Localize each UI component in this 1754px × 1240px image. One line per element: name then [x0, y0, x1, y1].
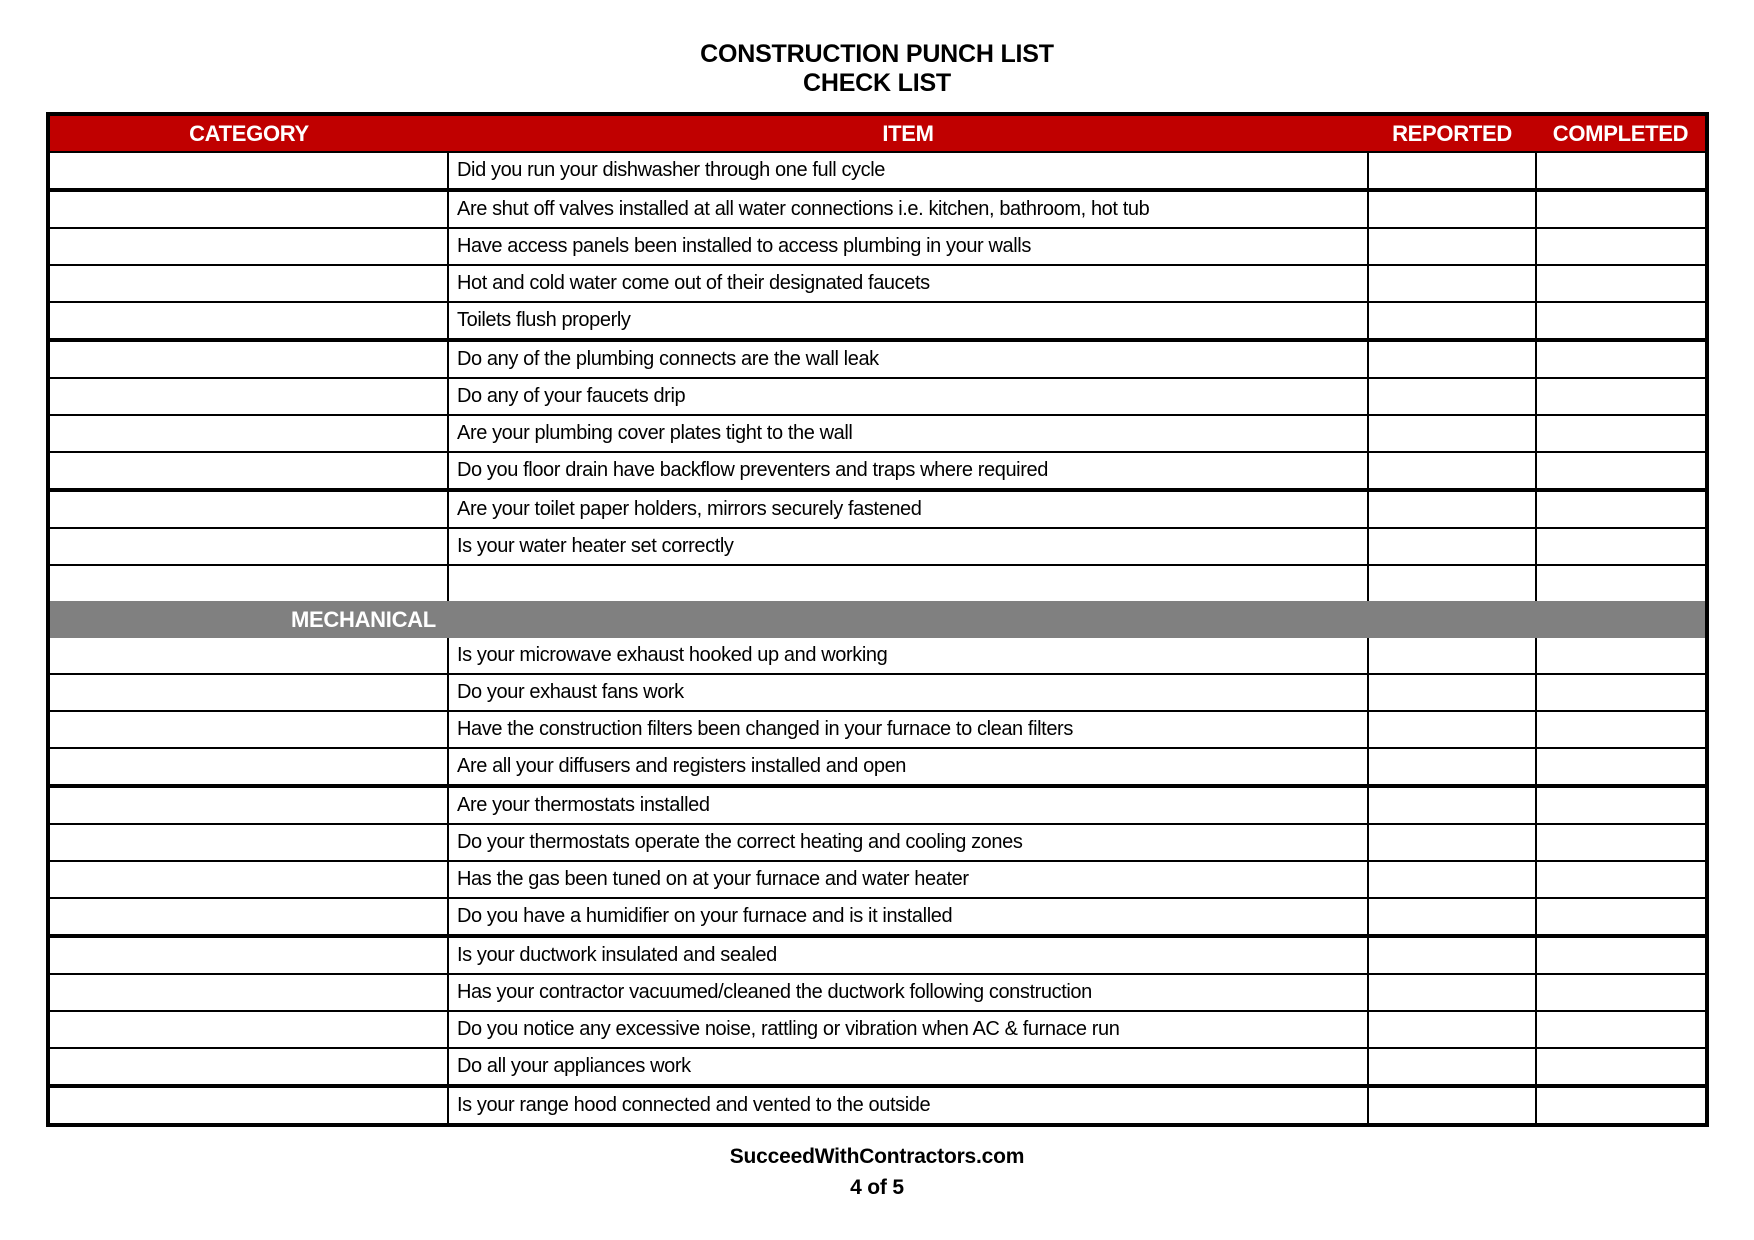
table-row [48, 974, 1707, 1011]
table-row [48, 565, 1707, 601]
item-cell: Do any of the plumbing connects are the wall leak [448, 340, 1368, 378]
category-cell [48, 1086, 448, 1125]
item-cell: Has your contractor vacuumed/cleaned the ductwork following construction [448, 974, 1368, 1011]
column-header-reported: REPORTED [1368, 114, 1536, 152]
item-cell: Did you run your dishwasher through one full cycle [448, 152, 1368, 190]
table-row [48, 190, 1707, 228]
reported-cell [1368, 265, 1536, 302]
table-row [48, 452, 1707, 490]
item-cell: Do you notice any excessive noise, rattling or vibration when AC & furnace run [448, 1011, 1368, 1048]
reported-cell [1368, 528, 1536, 565]
document-footer [0, 1141, 1754, 1203]
reported-cell [1368, 340, 1536, 378]
category-cell [48, 674, 448, 711]
completed-cell [1536, 415, 1707, 452]
item-cell: Do your exhaust fans work [448, 674, 1368, 711]
document-title: CONSTRUCTION PUNCH LIST [700, 40, 1054, 68]
completed-cell [1536, 1086, 1707, 1125]
completed-cell [1536, 378, 1707, 415]
category-cell [48, 490, 448, 528]
completed-cell [1536, 711, 1707, 748]
column-header-completed: COMPLETED [1536, 114, 1707, 152]
reported-cell [1368, 415, 1536, 452]
item-cell: Do you floor drain have backflow preventers and traps where required [448, 452, 1368, 490]
mechanical-section-band [48, 601, 1707, 638]
reported-cell [1368, 748, 1536, 786]
completed-cell [1536, 786, 1707, 824]
plumbing-section-rows [48, 152, 1707, 601]
item-cell: Do any of your faucets drip [448, 378, 1368, 415]
item-cell: Hot and cold water come out of their designated faucets [448, 265, 1368, 302]
completed-cell [1536, 190, 1707, 228]
table-row [48, 265, 1707, 302]
table-row [48, 638, 1707, 674]
category-cell [48, 1011, 448, 1048]
table-row [48, 824, 1707, 861]
table-row [48, 415, 1707, 452]
item-cell: Have access panels been installed to access plumbing in your walls [448, 228, 1368, 265]
category-cell [48, 340, 448, 378]
category-cell [48, 861, 448, 898]
reported-cell [1368, 824, 1536, 861]
reported-cell [1368, 711, 1536, 748]
footer-website: SucceedWithContractors.com [729, 1145, 1025, 1168]
completed-cell [1536, 974, 1707, 1011]
table-row [48, 711, 1707, 748]
item-cell: Toilets flush properly [448, 302, 1368, 340]
table-row [48, 1086, 1707, 1125]
table-row [48, 1011, 1707, 1048]
item-cell: Do you have a humidifier on your furnace and is it installed [448, 898, 1368, 936]
category-cell [48, 565, 448, 601]
item-cell: Is your microwave exhaust hooked up and working [448, 638, 1368, 674]
reported-cell [1368, 452, 1536, 490]
category-cell [48, 302, 448, 340]
table-row [48, 378, 1707, 415]
punch-list-table [46, 112, 1709, 1127]
item-cell: Are your plumbing cover plates tight to the wall [448, 415, 1368, 452]
reported-cell [1368, 378, 1536, 415]
completed-cell [1536, 898, 1707, 936]
column-header-item: ITEM [448, 114, 1368, 152]
category-cell [48, 190, 448, 228]
table-row [48, 340, 1707, 378]
completed-cell [1536, 565, 1707, 601]
table-row [48, 786, 1707, 824]
category-cell [48, 711, 448, 748]
footer-page-number: 4 of 5 [850, 1176, 904, 1199]
item-cell: Have the construction filters been changed in your furnace to clean filters [448, 711, 1368, 748]
reported-cell [1368, 786, 1536, 824]
category-cell [48, 974, 448, 1011]
completed-cell [1536, 824, 1707, 861]
table-row [48, 152, 1707, 190]
category-cell [48, 638, 448, 674]
reported-cell [1368, 638, 1536, 674]
reported-cell [1368, 1011, 1536, 1048]
reported-cell [1368, 152, 1536, 190]
table-row [48, 1048, 1707, 1086]
completed-cell [1536, 302, 1707, 340]
completed-cell [1536, 861, 1707, 898]
category-cell [48, 415, 448, 452]
reported-cell [1368, 1086, 1536, 1125]
completed-cell [1536, 1048, 1707, 1086]
item-cell [448, 565, 1368, 601]
section-header-label: MECHANICAL [48, 601, 1707, 638]
table-row [48, 528, 1707, 565]
completed-cell [1536, 490, 1707, 528]
reported-cell [1368, 302, 1536, 340]
category-cell [48, 936, 448, 974]
table-row [48, 898, 1707, 936]
reported-cell [1368, 674, 1536, 711]
reported-cell [1368, 1048, 1536, 1086]
category-cell [48, 152, 448, 190]
table-header-row [48, 114, 1707, 152]
category-cell [48, 898, 448, 936]
completed-cell [1536, 452, 1707, 490]
table-row [48, 674, 1707, 711]
table-row [48, 748, 1707, 786]
table-row [48, 936, 1707, 974]
completed-cell [1536, 528, 1707, 565]
reported-cell [1368, 936, 1536, 974]
reported-cell [1368, 974, 1536, 1011]
table-row [48, 861, 1707, 898]
column-header-category: CATEGORY [48, 114, 448, 152]
completed-cell [1536, 265, 1707, 302]
item-cell: Are your thermostats installed [448, 786, 1368, 824]
category-cell [48, 378, 448, 415]
category-cell [48, 528, 448, 565]
reported-cell [1368, 228, 1536, 265]
mechanical-section-rows [48, 638, 1707, 1125]
category-cell [48, 228, 448, 265]
reported-cell [1368, 190, 1536, 228]
completed-cell [1536, 674, 1707, 711]
completed-cell [1536, 152, 1707, 190]
document-subtitle: CHECK LIST [802, 69, 951, 97]
item-cell: Do your thermostats operate the correct heating and cooling zones [448, 824, 1368, 861]
reported-cell [1368, 565, 1536, 601]
table-row [48, 302, 1707, 340]
completed-cell [1536, 340, 1707, 378]
item-cell: Has the gas been tuned on at your furnace and water heater [448, 861, 1368, 898]
category-cell [48, 748, 448, 786]
item-cell: Is your water heater set correctly [448, 528, 1368, 565]
item-cell: Is your ductwork insulated and sealed [448, 936, 1368, 974]
completed-cell [1536, 638, 1707, 674]
item-cell: Are shut off valves installed at all water connections i.e. kitchen, bathroom, hot tub [448, 190, 1368, 228]
document-header [0, 40, 1754, 98]
item-cell: Are your toilet paper holders, mirrors securely fastened [448, 490, 1368, 528]
category-cell [48, 824, 448, 861]
completed-cell [1536, 1011, 1707, 1048]
reported-cell [1368, 898, 1536, 936]
category-cell [48, 1048, 448, 1086]
completed-cell [1536, 228, 1707, 265]
item-cell: Is your range hood connected and vented to the outside [448, 1086, 1368, 1125]
item-cell: Are all your diffusers and registers installed and open [448, 748, 1368, 786]
reported-cell [1368, 490, 1536, 528]
table-row [48, 490, 1707, 528]
category-cell [48, 265, 448, 302]
reported-cell [1368, 861, 1536, 898]
completed-cell [1536, 936, 1707, 974]
item-cell: Do all your appliances work [448, 1048, 1368, 1086]
category-cell [48, 452, 448, 490]
table-row [48, 228, 1707, 265]
completed-cell [1536, 748, 1707, 786]
checklist-table-container [46, 112, 1706, 1127]
mechanical-section-row [48, 601, 1707, 638]
category-cell [48, 786, 448, 824]
